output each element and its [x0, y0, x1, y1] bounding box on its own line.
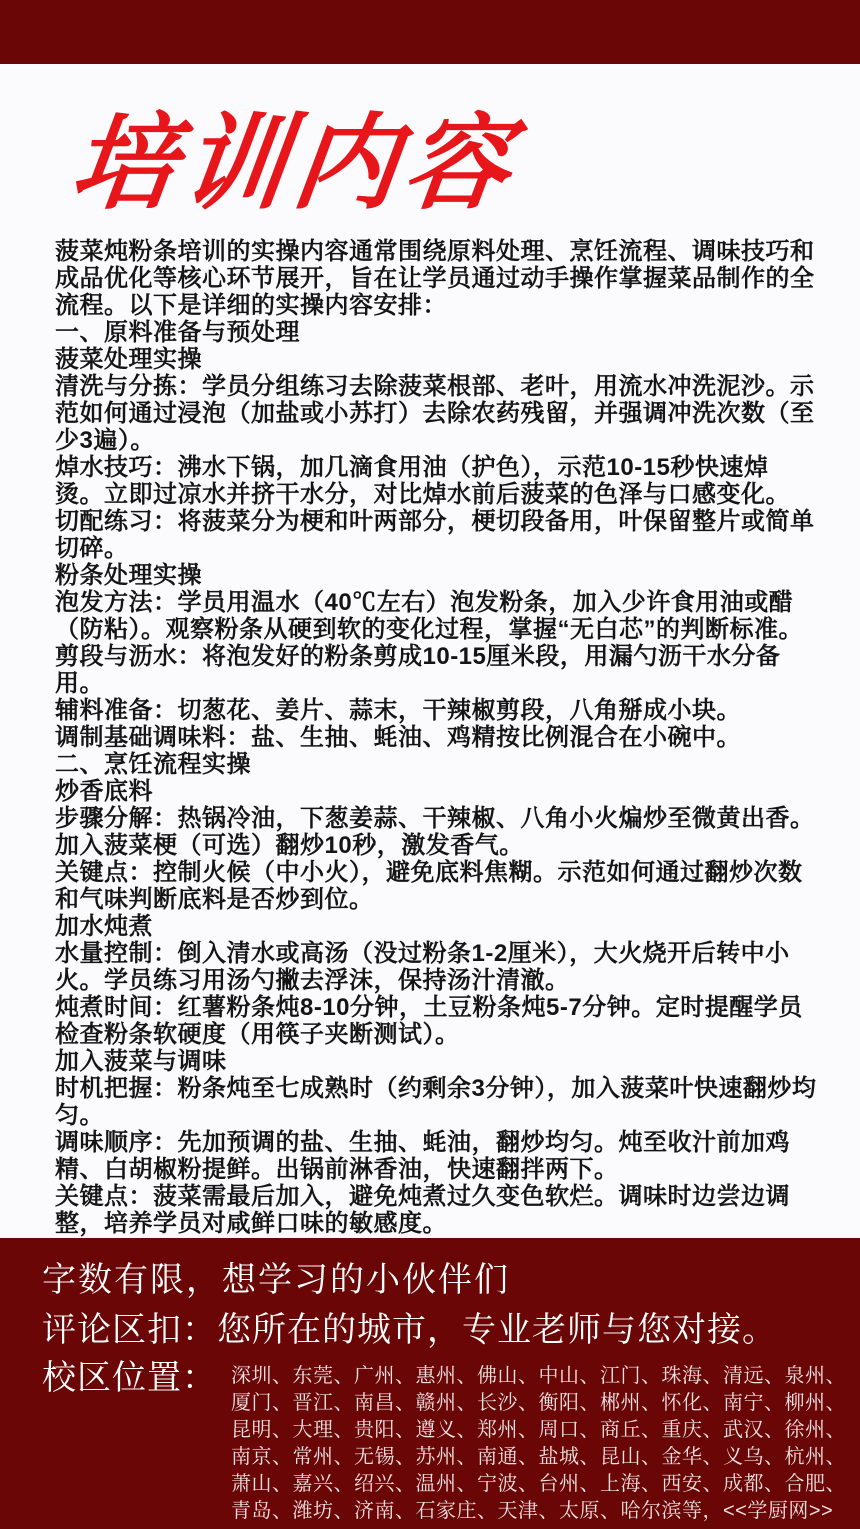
body-text	[55, 238, 817, 1237]
body-paragraph: 加入菠菜与调味	[55, 1048, 227, 1076]
body-paragraph: 切配练习：将菠菜分为梗和叶两部分，梗切段备用，叶保留整片或简单切碎。	[55, 508, 815, 563]
campus-row	[42, 1358, 846, 1525]
campus-city-line: 厦门、晋江、南昌、赣州、长沙、衡阳、郴州、怀化、南宁、柳州、	[231, 1392, 846, 1414]
body-paragraph: 关键点：控制火候（中小火），避免底料焦糊。示范如何通过翻炒次数和气味判断底料是否炒到位。	[55, 859, 803, 914]
campus-city-line: 南京、常州、无锡、苏州、南通、盐城、昆山、金华、义乌、杭州、	[231, 1446, 846, 1468]
body-paragraph: 清洗与分拣：学员分组练习去除菠菜根部、老叶，用流水冲洗泥沙。示范如何通过浸泡（加盐或小苏打）去除农药残留，并强调冲洗次数（至少3遍）。	[55, 373, 815, 455]
body-paragraph: 步骤分解：热锅冷油，下葱姜蒜、干辣椒、八角小火煸炒至微黄出香。加入菠菜梗（可选）翻炒10秒，激发香气。	[55, 805, 815, 860]
body-paragraph: 泡发方法：学员用温水（40℃左右）泡发粉条，加入少许食用油或醋（防粘）。观察粉条从硬到软的变化过程，掌握“无白芯”的判断标准。	[55, 589, 803, 644]
body-paragraph: 菠菜处理实操	[55, 346, 202, 374]
campus-location-label: 校区位置：	[42, 1359, 217, 1397]
body-paragraph: 时机把握：粉条炖至七成熟时（约剩余3分钟），加入菠菜叶快速翻炒均匀。	[55, 1075, 817, 1130]
content-area	[0, 64, 860, 1237]
body-paragraph: 菠菜炖粉条培训的实操内容通常围绕原料处理、烹饪流程、调味技巧和成品优化等核心环节展开，旨在让学员通过动手操作掌握菜品制作的全流程。以下是详细的实操内容安排：	[55, 238, 815, 320]
campus-city-line: 深圳、东莞、广州、惠州、佛山、中山、江门、珠海、清远、泉州、	[231, 1365, 846, 1387]
campus-city-list	[231, 1358, 846, 1525]
body-paragraph: 水量控制：倒入清水或高汤（没过粉条1-2厘米），大火烧开后转中小火。学员练习用汤勺撇去浮沫，保持汤汁清澈。	[55, 940, 790, 995]
body-paragraph: 调味顺序：先加预调的盐、生抽、蚝油，翻炒均匀。炖至收汁前加鸡精、白胡椒粉提鲜。出锅前淋香油，快速翻拌两下。	[55, 1129, 790, 1184]
footer-line-comment-instruction: 评论区扣：您所在的城市，专业老师与您对接。	[42, 1311, 777, 1349]
body-paragraph: 关键点：菠菜需最后加入，避免炖煮过久变色软烂。调味时边尝边调整，培养学员对咸鲜口味的敏感度。	[55, 1183, 790, 1238]
body-paragraph: 炖煮时间：红薯粉条炖8-10分钟，土豆粉条炖5-7分钟。定时提醒学员检查粉条软硬度（用筷子夹断测试）。	[55, 994, 803, 1049]
top-border-band	[0, 0, 860, 64]
campus-city-line: 青岛、潍坊、济南、石家庄、天津、太原、哈尔滨等，<<学厨网>>	[231, 1500, 834, 1522]
body-paragraph: 辅料准备：切葱花、姜片、蒜末，干辣椒剪段，八角掰成小块。	[55, 697, 741, 725]
campus-city-line: 昆明、大理、贵阳、遵义、郑州、周口、商丘、重庆、武汉、徐州、	[231, 1419, 846, 1441]
page-title: 培训内容	[64, 106, 524, 222]
body-paragraph: 二、烹饪流程实操	[55, 751, 251, 779]
body-paragraph: 焯水技巧：沸水下锅，加几滴食用油（护色），示范10-15秒快速焯烫。立即过凉水并挤干水分，对比焯水前后菠菜的色泽与口感变化。	[55, 454, 790, 509]
campus-city-line: 萧山、嘉兴、绍兴、温州、宁波、台州、上海、西安、成都、合肥、	[231, 1473, 846, 1495]
body-paragraph: 一、原料准备与预处理	[55, 319, 300, 347]
body-paragraph: 加水炖煮	[55, 913, 153, 941]
footer-band	[0, 1238, 860, 1529]
body-paragraph: 调制基础调味料：盐、生抽、蚝油、鸡精按比例混合在小碗中。	[55, 724, 741, 752]
body-paragraph: 粉条处理实操	[55, 562, 202, 590]
body-paragraph: 炒香底料	[55, 778, 153, 806]
body-paragraph: 剪段与沥水：将泡发好的粉条剪成10-15厘米段，用漏勺沥干水分备用。	[55, 643, 781, 698]
footer-line-limited-words: 字数有限，想学习的小伙伴们	[42, 1261, 510, 1299]
